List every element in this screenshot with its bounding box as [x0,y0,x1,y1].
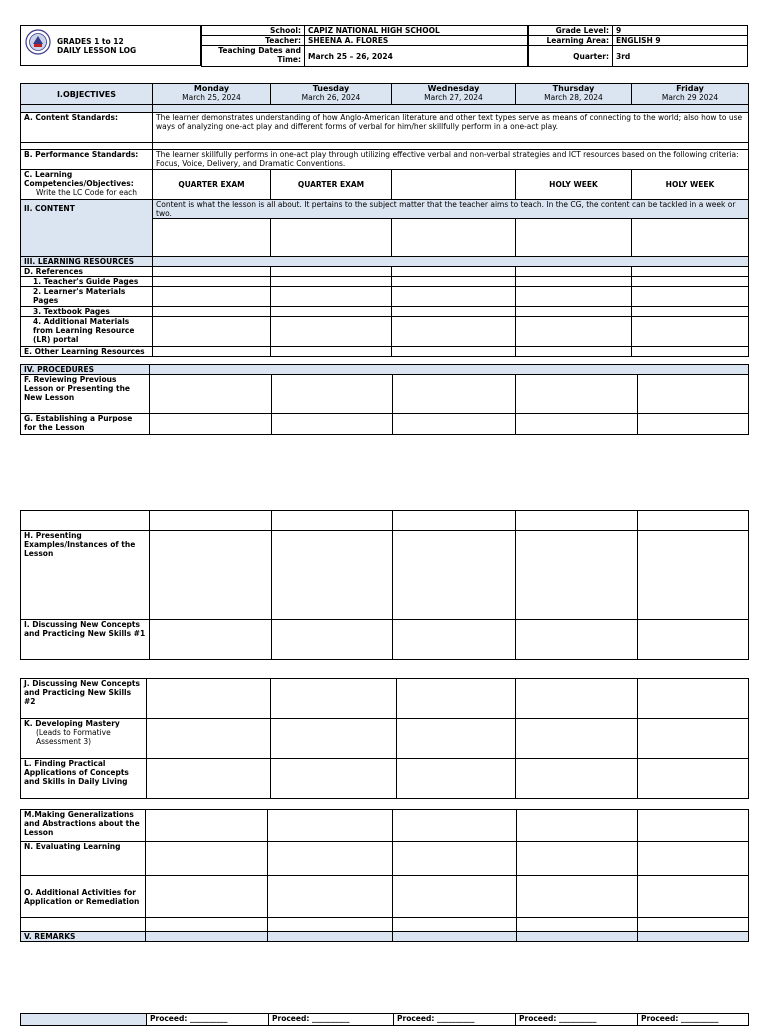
remarks-label: V. REMARKS [21,932,146,942]
proc-j-label: J. Discussing New Concepts and Practicing New Skills #2 [21,679,147,719]
competency-fri: HOLY WEEK [632,170,749,200]
proc-n-label: N. Evaluating Learning [21,842,146,876]
header-title-table [20,25,201,66]
title-cell [21,26,201,66]
content-standards-text: The learner demonstrates understanding of how Anglo-American literature and other text types serve as means of connecting to the world; also how to use ways of analyzing one-act play and different forms of verbal for him/her skillfully perform in a one-act play. [153,113,749,143]
proceed-wed: Proceed: __________ [394,1014,516,1026]
day-header-wed: Wednesday March 27, 2024 [392,84,516,105]
proceed-tue: Proceed: __________ [269,1014,394,1026]
proceed-mon: Proceed: __________ [147,1014,269,1026]
grade-value: 9 [613,26,748,36]
procedures-table-3 [20,678,749,799]
procedures-table-2 [20,510,749,660]
objectives-table [20,83,749,357]
title-line-2: DAILY LESSON LOG [57,45,137,55]
day-header-mon: Monday March 25, 2024 [153,84,271,105]
proc-m-label: M.Making Generalizations and Abstractions about the Lesson [21,810,146,842]
title-line-1: GRADES 1 to 12 [57,36,124,46]
procedures-heading: IV. PROCEDURES [21,365,150,375]
grade-label: Grade Level: [529,26,613,36]
school-value: CAPIZ NATIONAL HIGH SCHOOL [305,26,528,36]
references-label: D. References [21,267,153,277]
other-resources-label: E. Other Learning Resources [21,347,153,357]
competency-mon: QUARTER EXAM [153,170,271,200]
dates-label: Teaching Dates and Time: [202,46,305,67]
objectives-heading: I.OBJECTIVES [21,84,153,105]
content-note: Content is what the lesson is all about. It pertains to the subject matter that the teacher aims to teach. In the CG, the content can be tackled in a week or two. [153,200,749,219]
proceed-table [20,1013,749,1026]
deped-seal-icon [25,29,51,55]
quarter-value: 3rd [613,46,748,67]
school-label: School: [202,26,305,36]
content-standards-label: A. Content Standards: [21,113,153,143]
proc-f-label: F. Reviewing Previous Lesson or Presenting the New Lesson [21,375,150,414]
proc-k-label: K. Developing Mastery (Leads to Formative Assessment 3) [21,719,147,759]
competency-thu: HOLY WEEK [516,170,632,200]
quarter-label: Quarter: [529,46,613,67]
teacher-label: Teacher: [202,36,305,46]
learning-resources-heading: III. LEARNING RESOURCES [21,257,153,267]
textbook-label: 3. Textbook Pages [21,307,153,317]
header-info-table [201,25,528,67]
proc-l-label: L. Finding Practical Applications of Concepts and Skills in Daily Living [21,759,147,799]
competency-tue: QUARTER EXAM [271,170,392,200]
competency-wed [392,170,516,200]
teachers-guide-label: 1. Teacher's Guide Pages [21,277,153,287]
proc-h-label: H. Presenting Examples/Instances of the Lesson [21,531,150,620]
proceed-fri: Proceed: __________ [638,1014,749,1026]
content-label: II. CONTENT [21,200,153,257]
additional-materials-label: 4. Additional Materials from Learning Resource (LR) portal [21,317,153,347]
procedures-table-4 [20,809,749,942]
teacher-value: SHEENA A. FLORES [305,36,528,46]
header-grade-table [528,25,748,67]
performance-standards-label: B. Performance Standards: [21,150,153,170]
day-header-tue: Tuesday March 26, 2024 [271,84,392,105]
competencies-label: C. Learning Competencies/Objectives: Write the LC Code for each [21,170,153,200]
dates-value: March 25 – 26, 2024 [305,46,528,67]
area-label: Learning Area: [529,36,613,46]
performance-standards-text: The learner skillfully performs in one-act play through utilizing effective verbal and non-verbal strategies and ICT resources based on the following criteria: Focus, Voice, Delivery, and Dramatic Conventions. [153,150,749,170]
proc-i-label: I. Discussing New Concepts and Practicing New Skills #1 [21,620,150,660]
day-header-thu: Thursday March 28, 2024 [516,84,632,105]
day-header-fri: Friday March 29 2024 [632,84,749,105]
proc-o-label: O. Additional Activities for Application or Remediation [21,876,146,918]
area-value: ENGLISH 9 [613,36,748,46]
procedures-table-1 [20,364,749,435]
proceed-thu: Proceed: __________ [516,1014,638,1026]
proc-g-label: G. Establishing a Purpose for the Lesson [21,414,150,435]
learners-materials-label: 2. Learner's Materials Pages [21,287,153,307]
